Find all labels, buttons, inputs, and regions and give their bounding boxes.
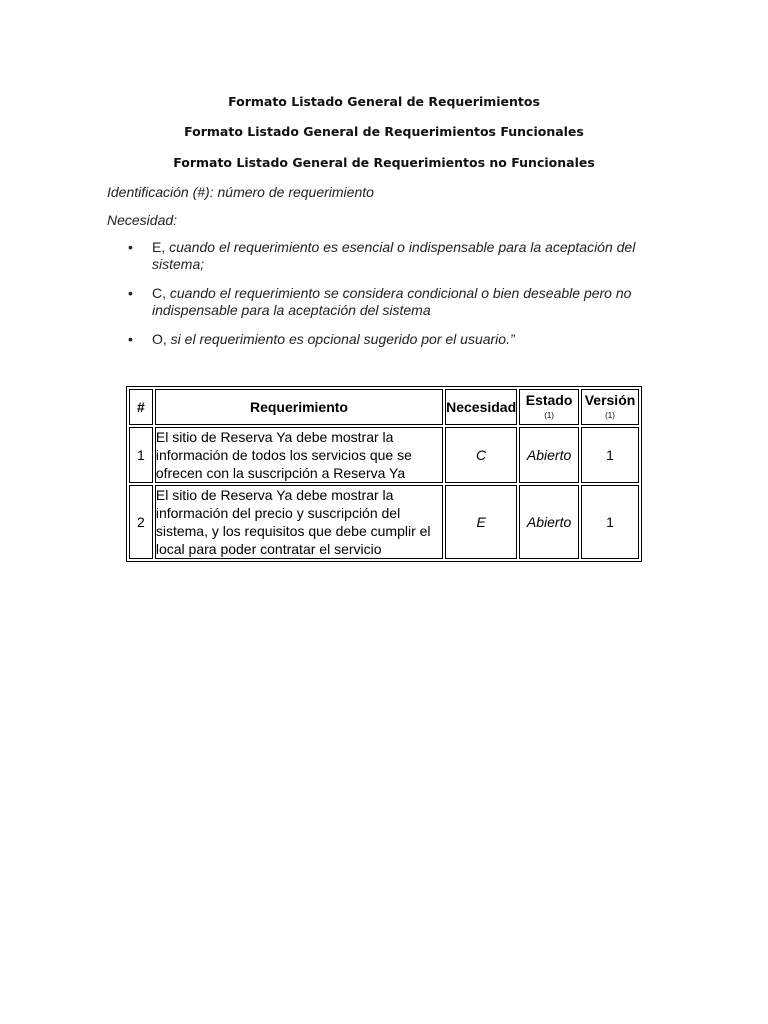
table-row <box>129 427 639 483</box>
requirements-table <box>126 386 642 562</box>
bullet-icon: • <box>128 331 133 347</box>
cell-necessity: C <box>445 427 517 483</box>
header-necessity: Necesidad <box>445 389 517 425</box>
cell-necessity: E <box>445 485 517 559</box>
table-row <box>129 485 639 559</box>
header-status <box>519 389 579 425</box>
necessity-description: cuando el requerimiento es esencial o indispensable para la aceptación del sistema; <box>152 239 636 272</box>
header-version <box>581 389 639 425</box>
cell-number: 2 <box>129 485 153 559</box>
title-non-functional: Formato Listado General de Requerimientos no Funcionales <box>173 155 595 170</box>
title-general: Formato Listado General de Requerimientos <box>228 94 540 109</box>
table-header-row <box>129 389 639 425</box>
list-item <box>128 331 642 348</box>
necessity-code: E, <box>152 239 166 255</box>
list-item <box>128 239 642 273</box>
cell-requirement: El sitio de Reserva Ya debe mostrar la información de todos los servicios que se ofrecen con la suscripción a Reserva Ya <box>155 427 443 483</box>
cell-requirement: El sitio de Reserva Ya debe mostrar la información del precio y suscripción del sistema, y los requisitos que debe cumplir el local para poder contratar el servicio <box>155 485 443 559</box>
cell-status: Abierto <box>519 485 579 559</box>
header-status-label: Estado <box>525 392 573 408</box>
header-number: # <box>129 389 153 425</box>
cell-version: 1 <box>581 485 639 559</box>
necessity-description: si el requerimiento es opcional sugerido por el usuario.” <box>166 331 515 347</box>
cell-version: 1 <box>581 427 639 483</box>
list-item <box>128 285 642 319</box>
identification-definition: Identificación (#): número de requerimiento <box>107 184 374 200</box>
title-functional: Formato Listado General de Requerimientos Funcionales <box>184 124 584 139</box>
cell-number: 1 <box>129 427 153 483</box>
bullet-icon: • <box>128 285 133 301</box>
necessity-code: O, <box>152 331 167 347</box>
cell-status: Abierto <box>519 427 579 483</box>
header-version-note: (1) <box>605 411 615 420</box>
header-requirement: Requerimiento <box>155 389 443 425</box>
header-version-label: Versión <box>584 392 636 408</box>
header-status-note: (1) <box>544 411 554 420</box>
necessity-description: cuando el requerimiento se considera condicional o bien deseable pero no indispensable para la aceptación del sistema <box>152 285 632 318</box>
necessity-code: C, <box>152 285 166 301</box>
necessity-label: Necesidad: <box>107 212 178 228</box>
bullet-icon: • <box>128 239 133 255</box>
